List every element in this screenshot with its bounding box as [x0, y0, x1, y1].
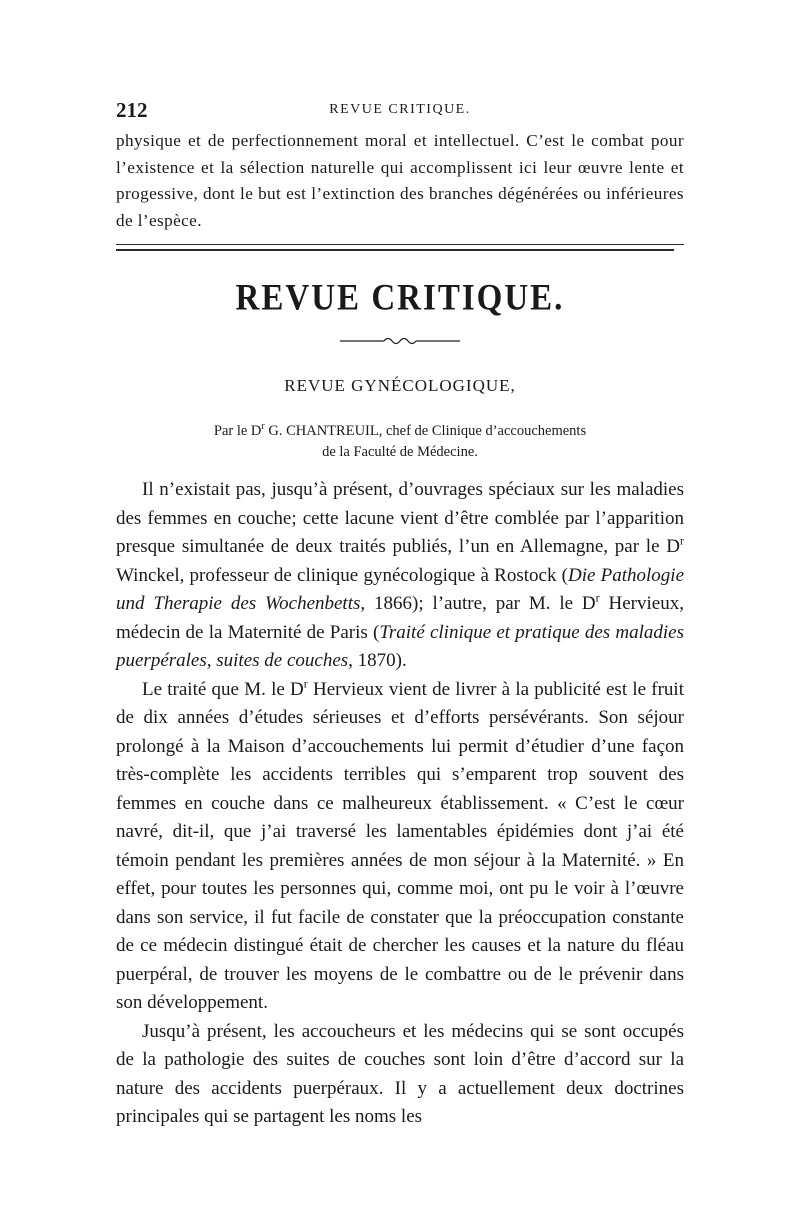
paragraph-2	[116, 676, 684, 1018]
byline	[116, 416, 684, 463]
p1-sup-2: r	[595, 590, 600, 605]
p1-sup-1: r	[680, 533, 684, 548]
section-title: REVUE CRITIQUE.	[235, 278, 565, 319]
p2-sup-1: r	[303, 676, 308, 691]
p1-text-5: 1870).	[352, 650, 407, 671]
body-text	[116, 476, 684, 1132]
byline-line-1	[116, 416, 684, 442]
p1-text-2: Winckel, professeur de clinique gynécologique à Rostock (	[116, 564, 568, 586]
rule-thin-line	[116, 244, 684, 245]
rule-thick-line	[116, 249, 674, 251]
byline-rest: chef de Clinique d’accouchements	[382, 422, 587, 439]
intro-paragraph	[116, 128, 684, 234]
byline-line-2: de la Faculté de Médecine.	[322, 443, 478, 460]
byline-par: Par le D	[213, 422, 262, 439]
p1-text-1: Il n’existait pas, jusqu’à présent, d’ouvrages spéciaux sur les maladies des femmes en couche; cette lacune vient d’être comblée par l’apparition presque simultanée de deux traités publiés, l’un en Allemagne, par le D	[116, 479, 684, 557]
p2-text-2: Hervieux vient de livrer à la publicité est le fruit de dix années d’études sérieuses et d’efforts persévérants. Son séjour prolongé à la Maison d’accouchements lui permit d’étudier d’une façon très-complète les accidents terribles qui s’emparent trop souvent des femmes en couche dans ce malheureux établissement. « C’est le cœur navré, dit-il, que j’ai traversé les lamentables épidémies dont j’ai été témoin pendant les premières années de mon séjour à la Maternité. » En effet, pour toutes les personnes qui, comme moi, ont pu le voir à l’œuvre dans son service, il fut facile de constater que la préoccupation constante de ce médecin distingué était de chercher les causes et la nature du fléau puerpéral, de trouver les moyens de le combattre ou de le prévenir dans son développement.	[116, 678, 684, 1013]
p1-text-4: Hervieux, médecin de la Maternité de Paris (	[116, 593, 684, 643]
page-number: 212	[116, 98, 148, 122]
paragraph-1	[116, 476, 684, 676]
byline-name: G. CHANTREUIL,	[264, 422, 383, 439]
section-subtitle: REVUE GYNÉCOLOGIQUE,	[284, 376, 516, 395]
p2-text-1: Le traité que M. le D	[142, 678, 304, 700]
p3-text-1: Jusqu’à présent, les accoucheurs et les médecins qui se sont occupés de la pathologie des suites de couches sont loin d’être d’accord sur la nature des accidents puerpéraux. Il y a actuellement deux doctrines principales qui se partagent les noms les	[116, 1020, 684, 1127]
p1-title-winckel: Die Pathologie und Therapie des Wochenbetts,	[116, 564, 685, 614]
intro-text: physique et de perfectionnement moral et intellectuel. C’est le combat pour l’existence et la sélection naturelle qui accomplissent ici leur œuvre lente et progessive, dont le but est l’extinction des branches dégénérées ou inférieures de l’espèce.	[116, 131, 684, 230]
ornament-icon	[340, 334, 460, 348]
running-head	[116, 98, 684, 120]
p1-text-3: 1866); l’autre, par M. le D	[365, 593, 596, 614]
section-rule	[116, 244, 684, 252]
byline-sup: r	[261, 421, 265, 432]
paragraph-3	[116, 1018, 684, 1132]
p1-title-hervieux: Traité clinique et pratique des maladies puerpérales, suites de couches,	[116, 621, 684, 671]
running-title: REVUE CRITIQUE.	[329, 102, 471, 117]
